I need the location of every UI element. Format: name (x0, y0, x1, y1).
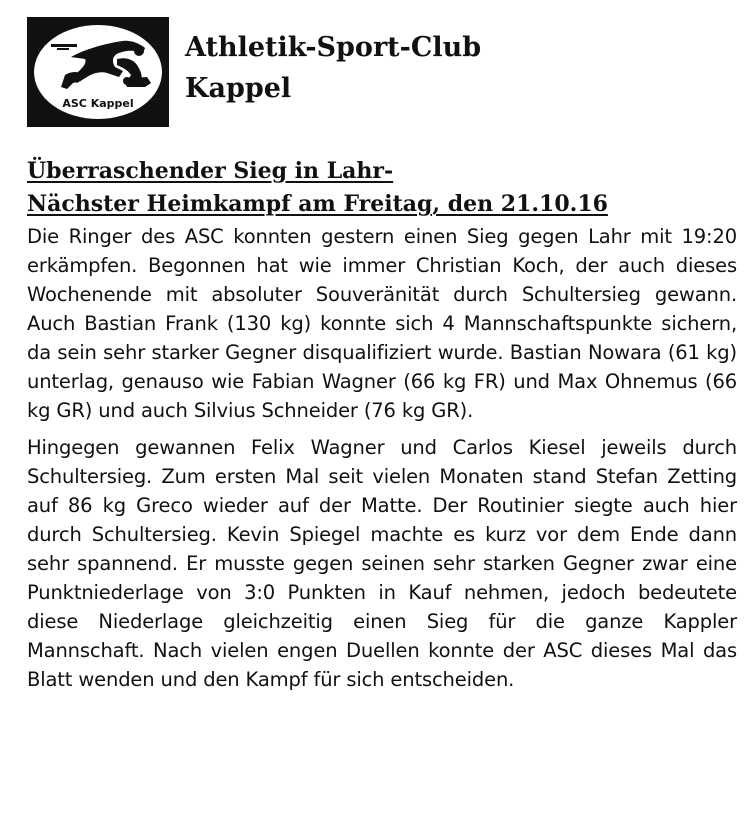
article-paragraph-2: Hingegen gewannen Felix Wagner und Carlos Kiesel jeweils durch Schultersieg. Zum ersten Mal seit vielen Monaten stand Stefan Zetting auf 86 kg Greco wieder auf der Matte. Der Routinier siegte auch hier durch Schultersieg. Kevin Spiegel machte es kurz vor dem Ende dann sehr spannend. Er musste gegen seinen sehr starken Gegner zwar eine Punktniederlage von 3:0 Punkten in Kauf nehmen, jedoch bedeutete diese Niederlage gleichzeitig einen Sieg für die ganze Kappler Mannschaft. Nach vielen engen Duellen konnte der ASC dieses Mal das Blatt wenden und den Kampf für sich entscheiden. (27, 436, 737, 691)
headline-line1: Überraschender Sieg in Lahr- (27, 158, 394, 184)
club-name-line2: Kappel (185, 73, 292, 104)
article-paragraph-1: Die Ringer des ASC konnten gestern einen Sieg gegen Lahr mit 19:20 erkämpfen. Begonnen hat wie immer Christian Koch, der auch dieses Wochenende mit absoluter Souveränität durch Schultersieg gewann. Auch Bastian Frank (130 kg) konnte sich 4 Mannschaftspunkte sichern, da sein sehr starker Gegner disqualifiziert wurde. Bastian Nowara (61 kg) unterlag, genauso wie Fabian Wagner (66 kg FR) und Max Ohnemus (66 kg GR) und auch Silvius Schneider (76 kg GR). (27, 225, 737, 422)
news-article (27, 155, 737, 694)
wrestlers-logo-graphic (27, 17, 169, 127)
club-header (27, 17, 727, 129)
logo-text: ASC Kappel (62, 97, 134, 110)
club-name-line1: Athletik-Sport-Club (185, 32, 482, 63)
club-name (185, 27, 481, 109)
headline-line2: Nächster Heimkampf am Freitag, den 21.10.16 (27, 191, 608, 217)
article-headline (27, 155, 737, 221)
club-logo (27, 17, 169, 127)
